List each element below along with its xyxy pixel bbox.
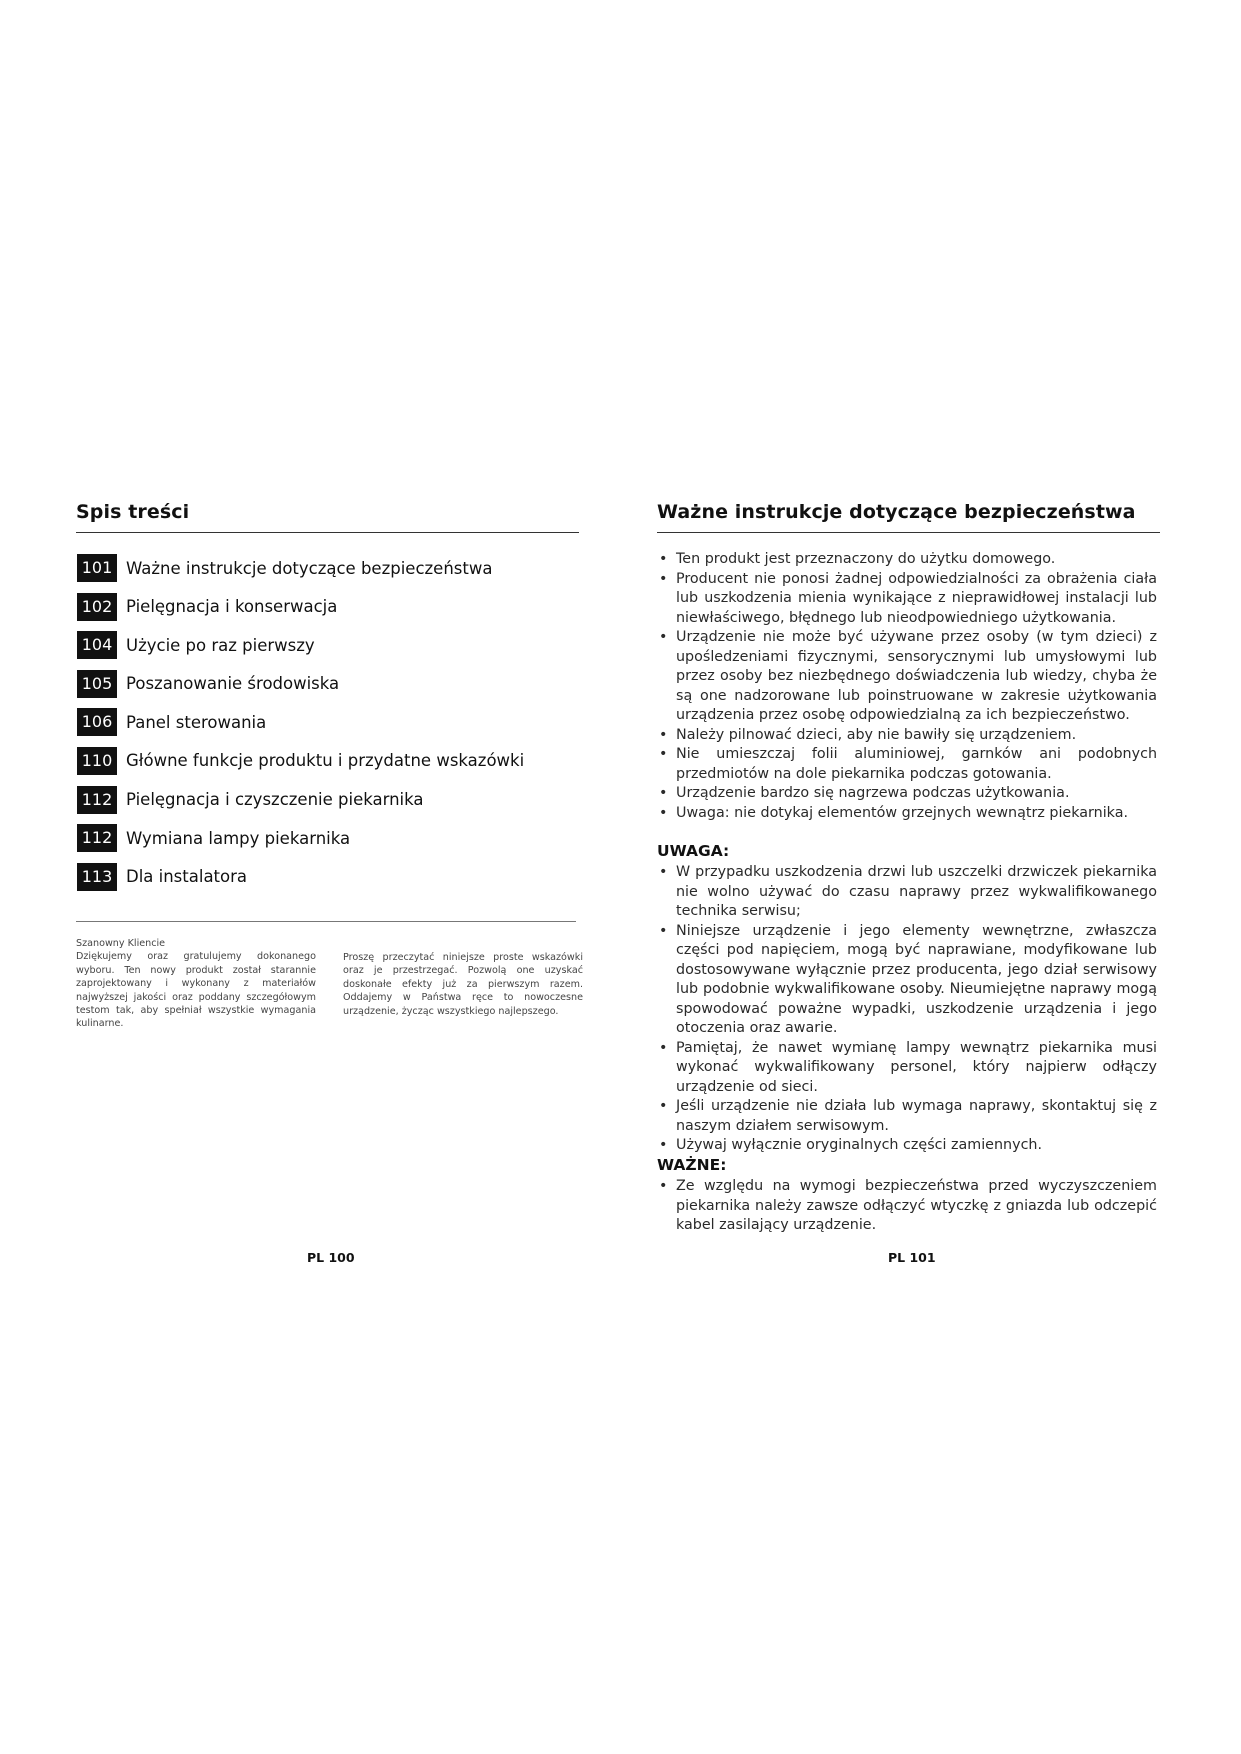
toc-label: Pielęgnacja i konserwacja <box>126 597 338 617</box>
safety-title: Ważne instrukcje dotyczące bezpieczeństwa <box>657 501 1136 523</box>
toc-title-rule <box>76 532 579 533</box>
greeting-right <box>343 951 583 1018</box>
toc-label: Dla instalatora <box>126 867 248 887</box>
wazne-list <box>657 1177 1157 1236</box>
toc-label: Ważne instrukcje dotyczące bezpieczeństwa <box>126 558 493 578</box>
greeting-divider <box>76 921 576 922</box>
toc-page-number: 110 <box>77 747 117 775</box>
list-item: • Nie umieszczaj folii aluminiowej, garnków ani podobnych przedmiotów na dole piekarnika podczas gotowania. <box>657 745 1157 784</box>
wazne-heading: WAŻNE: <box>657 1156 727 1174</box>
toc-page-number: 101 <box>77 554 117 582</box>
toc-page-number: 105 <box>77 670 117 698</box>
toc-label: Użycie po raz pierwszy <box>126 635 315 655</box>
greeting-left <box>76 937 316 1031</box>
list-item: • Jeśli urządzenie nie działa lub wymaga naprawy, skontaktuj się z naszym działem serwisowym. <box>657 1097 1157 1136</box>
greeting-right-text: Proszę przeczytać niniejsze proste wskazówki oraz je przestrzegać. Pozwolą one uzyskać doskonałe efekty już za pierwszym razem. Oddajemy w Państwa ręce to nowoczesne urządzenie, życząc wszystkiego najlepszego. <box>343 952 583 1017</box>
toc-label: Główne funkcje produktu i przydatne wskazówki <box>126 751 525 771</box>
uwaga-list <box>657 863 1157 1156</box>
toc-item[interactable] <box>77 863 577 891</box>
toc-label: Poszanowanie środowiska <box>126 674 340 694</box>
greeting-left-text: Dziękujemy oraz gratulujemy dokonanego wyboru. Ten nowy produkt został starannie zaprojektowany i wykonany z materiałów najwyższej jakości oraz poddany szczegółowym testom tak, aby spełniał wszystkie wymagania kulinarne. <box>76 951 316 1030</box>
list-item: • Pamiętaj, że nawet wymianę lampy wewnątrz piekarnika musi wykonać wykwalifikowany personel, który najpierw odłączy urządzenie od sieci. <box>657 1039 1157 1098</box>
list-item: • W przypadku uszkodzenia drzwi lub uszczelki drzwiczek piekarnika nie wolno używać do czasu naprawy przez wykwalifikowanego technika serwisu; <box>657 863 1157 922</box>
toc-label: Pielęgnacja i czyszczenie piekarnika <box>126 790 424 810</box>
toc-item[interactable] <box>77 554 577 582</box>
toc-item[interactable] <box>77 631 577 659</box>
toc-item[interactable] <box>77 747 577 775</box>
list-item: • Urządzenie bardzo się nagrzewa podczas użytkowania. <box>657 784 1157 804</box>
toc-item[interactable] <box>77 593 577 621</box>
list-item: • Ten produkt jest przeznaczony do użytku domowego. <box>657 550 1157 570</box>
uwaga-heading: UWAGA: <box>657 842 730 860</box>
toc-page-number: 102 <box>77 593 117 621</box>
toc-page-number: 112 <box>77 824 117 852</box>
list-item: • Niniejsze urządzenie i jego elementy wewnętrzne, zwłaszcza części pod napięciem, mogą być naprawiane, modyfikowane lub dostosowywane wyłącznie przez producenta, jego dział serwisowy lub podobnie wykwalifikowane osoby. Nieumiejętne naprawy mogą spowodować poważne wypadki, uszkodzenie urządzenia i jego otoczenia oraz awarie. <box>657 922 1157 1039</box>
toc-page-number: 112 <box>77 786 117 814</box>
list-item: • Należy pilnować dzieci, aby nie bawiły się urządzeniem. <box>657 726 1157 746</box>
safety-title-rule <box>657 532 1160 533</box>
toc-title: Spis treści <box>76 501 190 523</box>
list-item: • Urządzenie nie może być używane przez osoby (w tym dzieci) z upośledzeniami fizycznymi, sensorycznymi lub umysłowymi lub przez osoby bez niezbędnego doświadczenia lub wiedzy, chyba że są one nadzorowane lub poinstruowane w zakresie użytkowania urządzenia przez osobę odpowiedzialną za ich bezpieczeństwo. <box>657 628 1157 726</box>
toc-page-number: 106 <box>77 708 117 736</box>
toc-page-number: 104 <box>77 631 117 659</box>
toc-item[interactable] <box>77 824 577 852</box>
toc-item[interactable] <box>77 670 577 698</box>
toc-label: Panel sterowania <box>126 712 267 732</box>
page-number-left: PL 100 <box>307 1250 355 1265</box>
toc-item[interactable] <box>77 786 577 814</box>
list-item: • Uwaga: nie dotykaj elementów grzejnych wewnątrz piekarnika. <box>657 804 1157 824</box>
toc-item[interactable] <box>77 708 577 736</box>
greeting-salutation: Szanowny Kliencie <box>76 938 166 949</box>
toc-page-number: 113 <box>77 863 117 891</box>
list-item: • Używaj wyłącznie oryginalnych części zamiennych. <box>657 1136 1157 1156</box>
list-item: • Producent nie ponosi żadnej odpowiedzialności za obrażenia ciała lub uszkodzenia mienia wynikające z nieprawidłowej instalacji lub niewłaściwego, błędnego lub nieodpowiedniego użytkowania. <box>657 570 1157 629</box>
list-item: • Ze względu na wymogi bezpieczeństwa przed wyczyszczeniem piekarnika należy zawsze odłączyć wtyczkę z gniazda lub odczepić kabel zasilający urządzenie. <box>657 1177 1157 1236</box>
safety-list <box>657 550 1157 823</box>
toc-label: Wymiana lampy piekarnika <box>126 828 351 848</box>
page-number-right: PL 101 <box>888 1250 936 1265</box>
table-of-contents <box>77 554 577 901</box>
